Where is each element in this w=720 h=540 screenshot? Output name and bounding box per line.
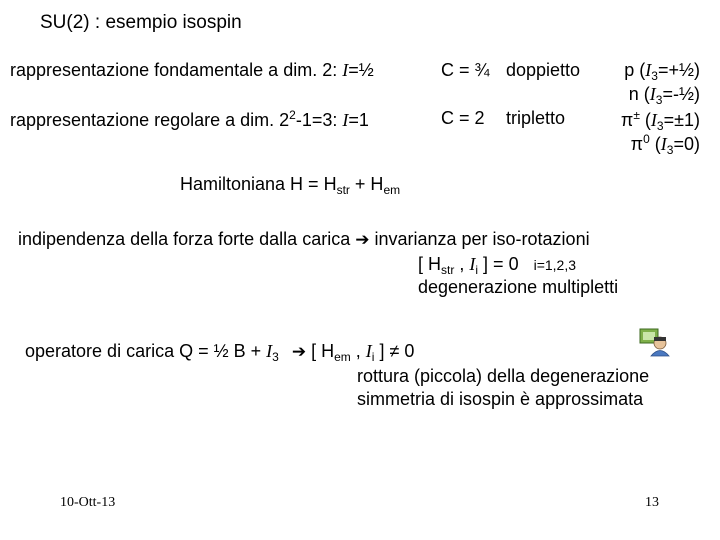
regular-rep-label: rappresentazione regolare a dim. 2	[10, 110, 290, 130]
state-proton: p $(I_3=+\frac{1}{2})$	[624, 60, 700, 83]
multiplet-degeneracy: degenerazione multipletti	[418, 277, 619, 297]
degeneracy-breaking: rottura (piccola) della degenerazione	[357, 366, 650, 386]
regular-multiplet-name: tripletto	[506, 108, 566, 128]
slide-title: SU(2) : esempio isospin	[40, 12, 242, 33]
isospin-symbol: I	[342, 60, 349, 80]
charge-operator-line: operatore di carica Q = ½ $B + I_3$ ➔ [ $H_{em}$ , $I_i$ ] ≠ 0	[25, 341, 415, 364]
page-number: 13	[645, 495, 659, 510]
index-range: i=1,2,3	[533, 257, 577, 273]
right-arrow-icon: ➔	[355, 230, 370, 249]
right-arrow-icon: ➔	[291, 342, 307, 361]
state-pion-neutral: $\pi^0$ $(I_3=0)$	[630, 132, 700, 157]
hamiltonian-line: Hamiltoniana $H = H_{str} + H_{em}$	[180, 174, 401, 197]
isospin-value: =½	[348, 60, 374, 80]
regular-rep-dim: -1=3:	[295, 110, 343, 130]
footer-date: 10-Ott-13	[60, 495, 116, 510]
fundamental-rep-line	[10, 60, 374, 81]
fundamental-multiplet-name: doppietto	[506, 60, 581, 80]
state-pion-charged: π± $(I_3=\pm 1)$	[620, 108, 700, 133]
regular-rep-exponent: 2	[289, 108, 296, 122]
state-neutron: n $(I_3=-\frac{1}{2})$	[628, 84, 700, 107]
regular-rep-line	[10, 108, 369, 131]
clipart-icon	[638, 327, 672, 357]
fundamental-casimir: C = ¾	[441, 60, 490, 80]
fundamental-rep-label: rappresentazione fondamentale a dim. 2:	[10, 60, 343, 80]
isospin-symbol: I	[342, 110, 349, 130]
regular-casimir: C = 2	[441, 108, 485, 128]
strong-commutator: [ $H_{str}$ , $I_i$ ] = 0 i=1,2,3	[418, 254, 577, 277]
approximate-symmetry: simmetria di isospin è approssimata	[357, 389, 644, 409]
charge-independence-line: indipendenza della forza forte dalla carica ➔ invarianza per iso-rotazioni	[18, 229, 590, 249]
isospin-value: =1	[348, 110, 369, 130]
